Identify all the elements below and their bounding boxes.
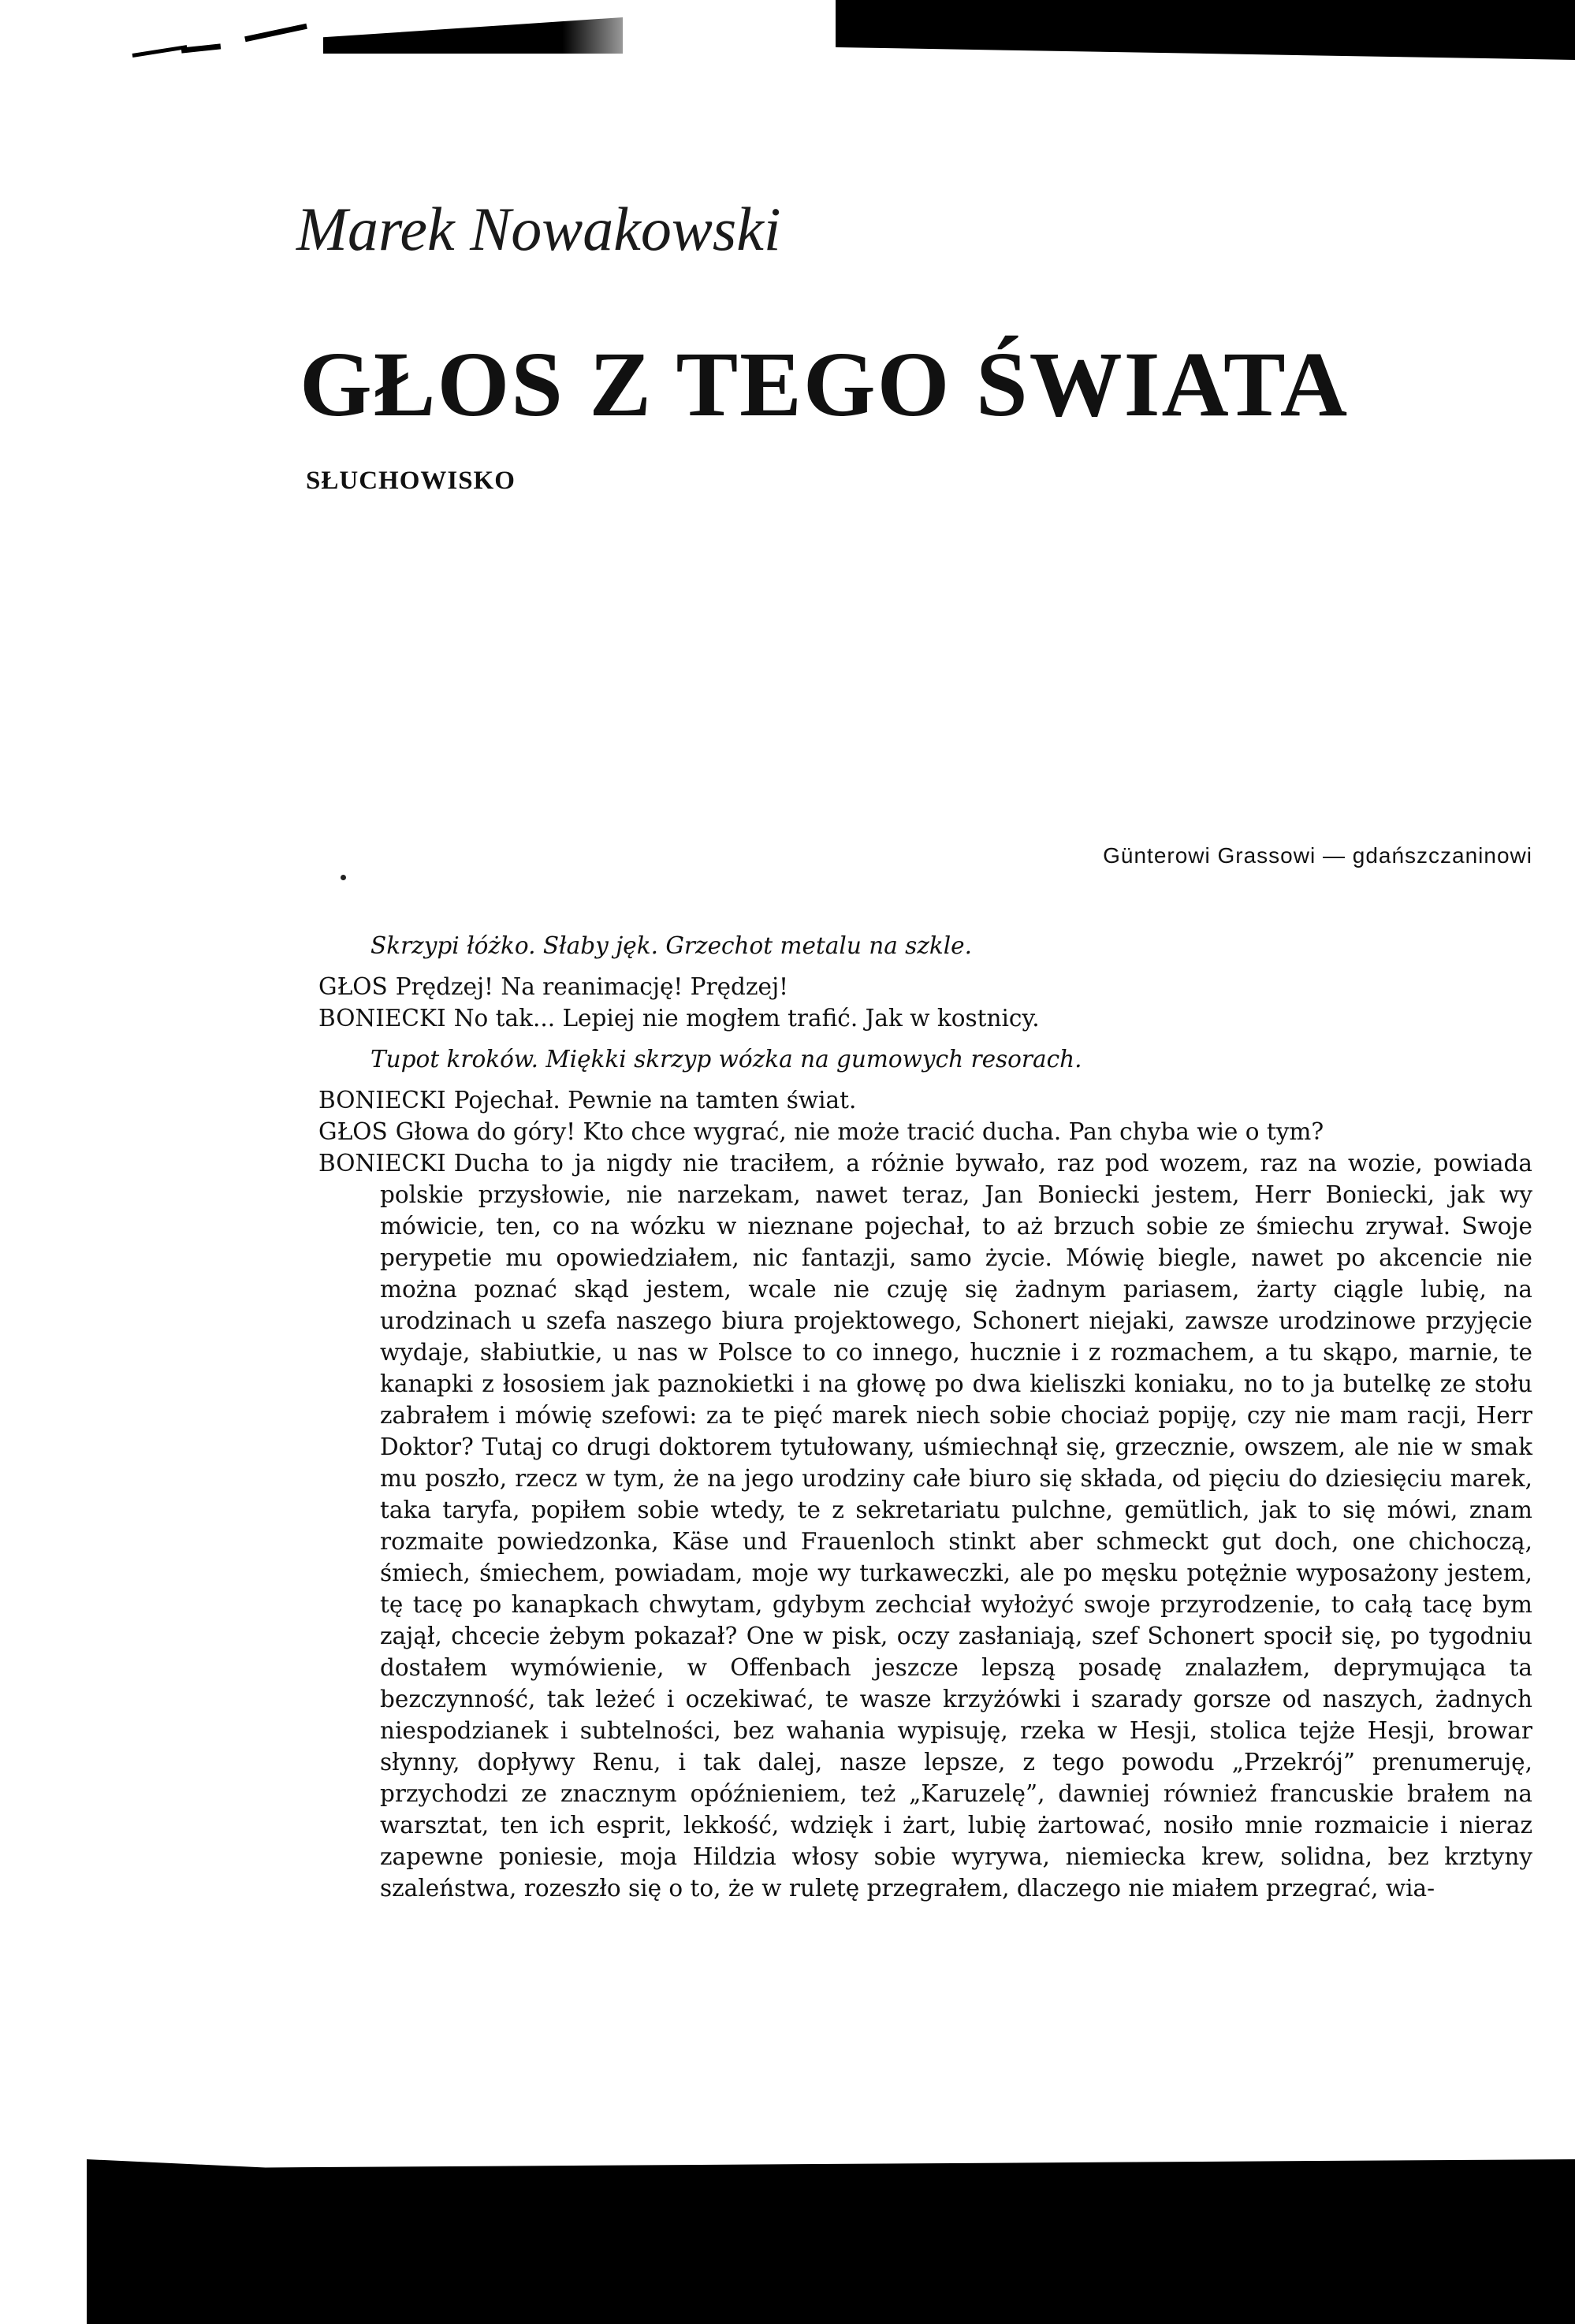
speaker-name: GŁOS bbox=[318, 1118, 388, 1145]
dialogue-line bbox=[318, 1116, 1532, 1147]
speaker-name: BONIECKI bbox=[318, 1150, 446, 1177]
dialogue-line bbox=[318, 1147, 1532, 1904]
dedication: Günterowi Grassowi — gdańszczaninowi bbox=[1103, 843, 1532, 868]
speck bbox=[341, 875, 346, 880]
stage-direction: Skrzypi łóżko. Słaby jęk. Grzechot metalu na szkle. bbox=[370, 932, 973, 959]
script-body bbox=[318, 930, 1532, 1904]
stage-direction: Tupot kroków. Miękki skrzyp wózka na gumowych resorach. bbox=[370, 1046, 1082, 1073]
scan-artifact bbox=[132, 45, 188, 58]
page-title: GŁOS Z TEGO ŚWIATA bbox=[300, 333, 1350, 436]
dialogue-line bbox=[318, 971, 1532, 1002]
genre-subtitle: SŁUCHOWISKO bbox=[306, 467, 516, 495]
dialogue-text: Pojechał. Pewnie na tamten świat. bbox=[453, 1087, 857, 1114]
scan-artifact bbox=[181, 43, 221, 53]
dialogue-text: Ducha to ja nigdy nie traciłem, a różnie bywało, raz pod wozem, raz na wozie, powiada polskie przysłowie, nie narzekam, nawet teraz, Jan Boniecki jestem, Herr Boniecki, jak wy mówicie, ten, co na wózku w nieznane pojechał, to aż brzuch sobie ze śmiechu zrywał. Swoje perypetie mu opowiedziałem, nic fantazji, samo życie. Mówię biegle, nawet po akcencie nie można poznać skąd jestem, wcale nie czuję się żadnym pariasem, żarty ciągle lubię, na urodzinach u szefa naszego biura projektowego, Schonert niejaki, zawsze urodzinowe przyjęcie wydaje, słabiutkie, u nas w Polsce to co innego, hucznie i z rozmachem, a tu skąpo, marnie, te kanapki z łososiem jak paznokietki i na głowę po dwa kieliszki koniaku, no to ja butelkę ze stołu zabrałem i mówię szefowi: za te pięć marek niech sobie chociaż popiję, czy nie mam racji, Herr Doktor? Tutaj co drugi doktorem tytułowany, uśmiechnął się, grzecznie, owszem, ale nie w smak mu poszło, rzecz w tym, że na jego urodziny całe biuro się składa, od pięciu do dziesięciu marek, taka taryfa, popiłem sobie wtedy, te z sekretariatu pulchne, gemütlich, jak to się mówi, znam rozmaite powiedzonka, Käse und Frauenloch stinkt aber schmeckt gut doch, one chichoczą, śmiech, śmiechem, powiadam, moje wy turkaweczki, ale po męsku potężnie wyposażony jestem, tę tacę po kanapkach chwytam, gdybym zechciał wyłożyć swoje przyrodzenie, to całą tacę bym zajął, chcecie żebym pokazał? One w pisk, oczy zasłaniają, szef Schonert spocił się, po tygodniu dostałem wymówienie, w Offenbach jeszcze lepszą posadę znalazłem, deprymująca ta bezczynność, tak leżeć i oczekiwać, te wasze krzyżówki i szarady gorsze od naszych, żadnych niespodzianek i subtelności, bez wahania wypisuję, rzeka w Hesji, stolica tejże Hesji, browar słynny, dopływy Renu, i tak dalej, nasze lepsze, z tego powodu „Przekrój” prenumeruję, przychodzi ze znacznym opóźnieniem, też „Karuzelę”, dawniej również francuskie brałem na warsztat, ten ich esprit, lekkość, wdzięk i żart, lubię żartować, nosiło mnie rozmaicie i nieraz zapewne poniesie, moja Hildzia włosy sobie wyrywa, niemiecka krew, solidna, bez krztyny szaleństwa, rozeszło się o to, że w ruletę przegrałem, dlaczego nie miałem przegrać, wia- bbox=[380, 1150, 1532, 1902]
speaker-name: BONIECKI bbox=[318, 1005, 446, 1032]
scan-artifact bbox=[244, 24, 307, 42]
dialogue-text: Prędzej! Na reanimację! Prędzej! bbox=[395, 973, 788, 1000]
speaker-name: BONIECKI bbox=[318, 1087, 446, 1114]
scan-shadow bbox=[87, 2159, 1575, 2324]
author-name: Marek Nowakowski bbox=[296, 195, 781, 263]
scan-artifact bbox=[323, 17, 623, 54]
dialogue-line bbox=[318, 1002, 1532, 1034]
dialogue-text: No tak... Lepiej nie mogłem trafić. Jak w kostnicy. bbox=[453, 1005, 1040, 1032]
speaker-name: GŁOS bbox=[318, 973, 388, 1000]
scan-artifact bbox=[836, 0, 1575, 63]
dialogue-line bbox=[318, 1084, 1532, 1116]
dialogue-text: Głowa do góry! Kto chce wygrać, nie może tracić ducha. Pan chyba wie o tym? bbox=[395, 1118, 1324, 1145]
